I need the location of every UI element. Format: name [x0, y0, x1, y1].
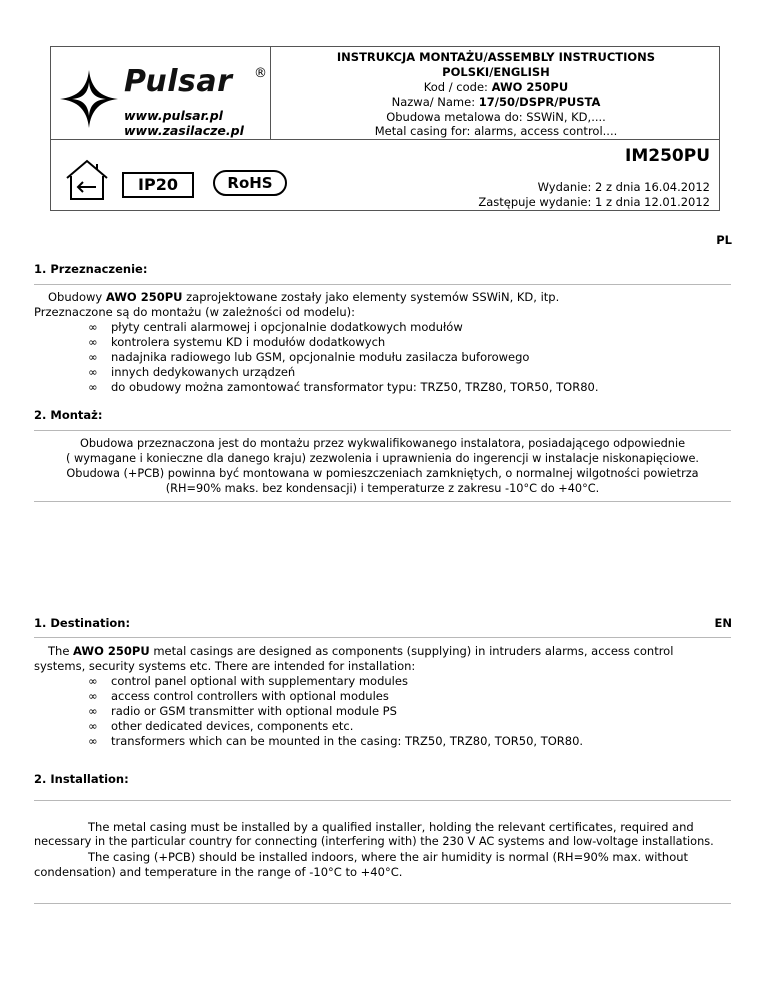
en-s1-intro-2: systems, security systems etc. There are intended for installation:	[34, 659, 416, 673]
bullet-icon: ∞	[88, 335, 98, 349]
bullet-icon: ∞	[88, 350, 98, 364]
bullet-icon: ∞	[88, 719, 98, 733]
pl-s1-rule	[34, 284, 731, 285]
logo-brand: Pulsar	[124, 64, 233, 99]
list-item	[88, 704, 98, 718]
bullet-icon: ∞	[88, 704, 98, 718]
edition-info: Wydanie: 2 z dnia 16.04.2012	[537, 180, 710, 194]
code-label: Kod / code:	[423, 80, 488, 94]
pulsar-logo	[58, 62, 268, 138]
list-item: do obudowy można zamontować transformator typu: TRZ50, TRZ80, TOR50, TOR80.	[111, 380, 599, 394]
logo-url-1: www.pulsar.pl	[124, 108, 223, 123]
list-item: access control controllers with optional modules	[111, 689, 389, 703]
header-vertical-divider	[270, 46, 271, 139]
product-description-en: Metal casing for: alarms, access control....	[374, 124, 618, 138]
doc-title: INSTRUKCJA MONTAŻU/ASSEMBLY INSTRUCTIONS	[336, 50, 656, 64]
en-s2-line-1: The metal casing must be installed by a qualified installer, holding the relevant certificates, required and	[88, 820, 694, 834]
list-item	[88, 674, 98, 688]
name-value: 17/50/DSPR/PUSTA	[478, 95, 601, 109]
pl-section2-title: 2. Montaż:	[34, 408, 103, 422]
list-item: innych dedykowanych urządzeń	[111, 365, 296, 379]
list-item	[88, 734, 98, 748]
code-value: AWO 250PU	[491, 80, 569, 94]
bullet-icon: ∞	[88, 380, 98, 394]
list-item: transformers which can be mounted in the casing: TRZ50, TRZ80, TOR50, TOR80.	[111, 734, 584, 748]
list-item	[88, 320, 98, 334]
en-section2-title: 2. Installation:	[34, 772, 129, 786]
bullet-icon: ∞	[88, 365, 98, 379]
lang-marker-pl: PL	[716, 233, 732, 247]
registered-mark: ®	[254, 66, 267, 81]
list-item	[88, 335, 98, 349]
pulsar-star-icon	[58, 68, 120, 130]
replaces-info: Zastępuje wydanie: 1 z dnia 12.01.2012	[478, 195, 710, 209]
en-s2-line-2: necessary in the particular country for connecting (interfering with) the 230 V AC systems and low-voltage installations.	[34, 835, 714, 848]
en-s2-rule	[34, 800, 731, 801]
bullet-icon: ∞	[88, 674, 98, 688]
list-item	[88, 689, 98, 703]
pl-s1-intro-2: Przeznaczone są do montażu (w zależności od modelu):	[34, 305, 355, 319]
list-item	[88, 365, 98, 379]
list-item: control panel optional with supplementary modules	[111, 674, 408, 688]
product-code	[272, 80, 720, 94]
bullet-icon: ∞	[88, 320, 98, 334]
header-divider	[50, 139, 720, 140]
indoor-use-icon	[64, 158, 110, 202]
en-s1-intro: The AWO 250PU metal casings are designed as components (supplying) in intruders alarms, access control	[48, 644, 674, 658]
en-s2-line-3: The casing (+PCB) should be installed indoors, where the air humidity is normal (RH=90% max. without	[88, 850, 689, 864]
product-name	[272, 95, 720, 109]
list-item: płyty centrali alarmowej i opcjonalnie dodatkowych modułów	[111, 320, 463, 334]
en-s2-line-4: condensation) and temperature in the range of -10°C to +40°C.	[34, 865, 403, 879]
pl-s2-line-3: Obudowa (+PCB) powinna być montowana w pomieszczeniach zamkniętych, o normalnej wilgotności powietrza	[66, 467, 699, 480]
doc-language: POLSKI/ENGLISH	[442, 65, 550, 79]
list-item: kontrolera systemu KD i modułów dodatkowych	[111, 335, 386, 349]
list-item: nadajnika radiowego lub GSM, opcjonalnie modułu zasilacza buforowego	[111, 350, 530, 364]
en-s1-rule	[34, 637, 731, 638]
lang-marker-en: EN	[714, 616, 732, 630]
product-description-pl: Obudowa metalowa do: SSWiN, KD,....	[386, 110, 606, 124]
bullet-icon: ∞	[88, 734, 98, 748]
list-item	[88, 719, 98, 733]
list-item	[88, 380, 98, 394]
en-section1-title: 1. Destination:	[34, 616, 131, 630]
rohs-badge: RoHS	[213, 170, 287, 196]
pl-s2-line-4: (RH=90% maks. bez kondensacji) i temperaturze z zakresu -10°C do +40°C.	[165, 482, 600, 495]
pl-s2-rule	[34, 430, 731, 431]
en-s2-end-rule	[34, 903, 731, 904]
logo-url-2: www.zasilacze.pl	[124, 123, 244, 138]
pl-s1-intro: Obudowy AWO 250PU zaprojektowane zostały jako elementy systemów SSWiN, KD, itp.	[48, 290, 560, 304]
list-item	[88, 350, 98, 364]
list-item: other dedicated devices, components etc.	[111, 719, 354, 733]
document-id: IM250PU	[625, 146, 710, 166]
pl-s2-end-rule	[34, 501, 731, 502]
name-label: Nazwa/ Name:	[391, 95, 476, 109]
ip20-badge: IP20	[122, 172, 194, 198]
list-item: radio or GSM transmitter with optional module PS	[111, 704, 397, 718]
bullet-icon: ∞	[88, 689, 98, 703]
pl-s2-line-2: ( wymagane i konieczne dla danego kraju) zezwolenia i uprawnienia do ingerencji w instalacje niskonapięciowe.	[65, 452, 700, 465]
pl-s2-line-1: Obudowa przeznaczona jest do montażu przez wykwalifikowanego instalatora, posiadającego odpowiednie	[79, 437, 686, 450]
pl-section1-title: 1. Przeznaczenie:	[34, 262, 148, 276]
